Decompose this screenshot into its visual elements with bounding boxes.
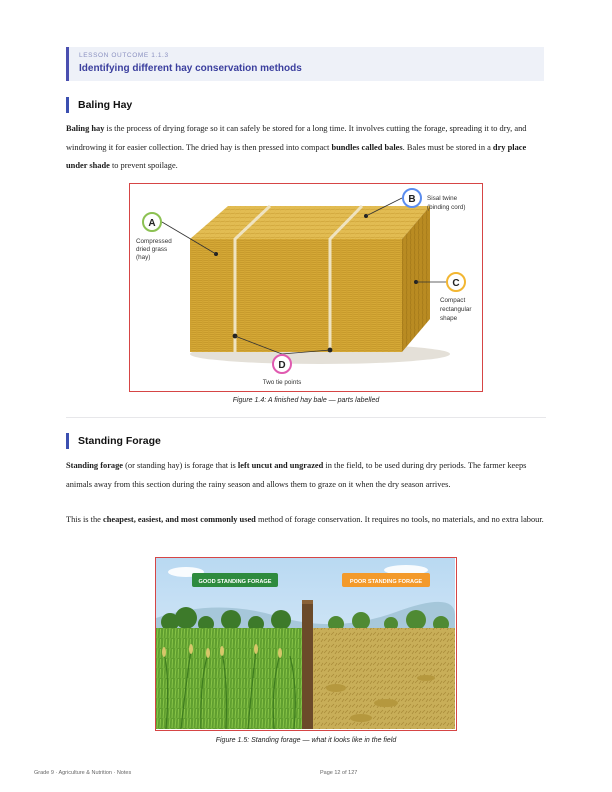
standing-forage-figure — [155, 557, 457, 731]
text-run: (or standing hay) is forage that is — [123, 461, 238, 470]
label-a — [136, 213, 172, 261]
bold-term: cheapest, easiest, and most commonly used — [103, 515, 256, 524]
lesson-banner — [66, 47, 544, 81]
text-run: is the process of drying forage so it can safely be stored for a long time. It involves cutting the forage, spreading it to dry, and windrowing it for easier collection. The dried hay is then pressed into compact — [66, 124, 527, 152]
bold-term: Standing forage — [66, 461, 124, 470]
bold-term: bundles called bales — [331, 142, 403, 152]
text-run: method of forage conservation. It requires no tools, no materials, and no extra labour. — [255, 515, 544, 524]
hay-bale-illustration — [130, 184, 481, 390]
good-forage-label: GOOD STANDING FORAGE — [198, 579, 272, 585]
standing-forage-illustration — [156, 558, 455, 729]
label-d-line: Two tie points — [262, 379, 302, 386]
footer-page-number: Page 12 of 127 — [320, 770, 358, 776]
bale-top-face — [190, 206, 430, 239]
bold-term: dry place under shade — [66, 142, 527, 170]
text-run: to prevent spoilage. — [109, 161, 178, 170]
label-b-line: (binding cord) — [427, 204, 466, 211]
section-heading-standing-forage: Standing Forage — [66, 433, 161, 449]
label-c-letter: C — [452, 278, 460, 289]
section-divider — [66, 417, 546, 418]
poor-forage-label: POOR STANDING FORAGE — [349, 579, 423, 585]
section-heading-baling-hay: Baling Hay — [66, 97, 132, 113]
label-c-line: shape — [440, 315, 458, 322]
standing-forage-paragraph-2 — [66, 511, 546, 530]
text-run: This is the — [66, 515, 103, 524]
pointer-dot-b — [364, 214, 368, 218]
label-c — [440, 273, 472, 322]
bold-term: Baling hay — [66, 124, 105, 133]
label-b-letter: B — [408, 194, 416, 205]
hay-bale-figure — [129, 183, 483, 392]
label-c-line: rectangular — [440, 306, 472, 313]
label-a-line: Compressed — [136, 238, 172, 245]
label-b — [403, 189, 466, 211]
label-a-line: dried grass — [136, 246, 168, 253]
good-forage-field — [156, 628, 306, 729]
text-run: in the field, to be used during dry periods. The farmer keeps animals away from this section during the rainy season and allows them to graze on it when the dry season arrives. — [66, 461, 527, 489]
fence-post — [302, 600, 313, 729]
figure-2-caption: Figure 1.5: Standing forage — what it looks like in the field — [215, 737, 397, 744]
bold-term: left uncut and ungrazed — [237, 461, 324, 470]
label-a-letter: A — [148, 218, 156, 229]
lesson-kicker: LESSON OUTCOME 1.1.3 — [79, 52, 169, 59]
baling-hay-paragraph — [66, 120, 546, 176]
label-d-letter: D — [278, 360, 286, 371]
standing-forage-paragraph-1 — [66, 457, 546, 494]
footer-course: Grade 9 · Agriculture & Nutrition · Notes — [34, 770, 132, 776]
bale-front-face — [190, 239, 402, 352]
text-run: . Bales must be stored in a — [402, 142, 493, 152]
figure-1-caption: Figure 1.4: A finished hay bale — parts labelled — [232, 397, 380, 404]
label-b-line: Sisal twine — [427, 195, 458, 202]
lesson-title: Identifying different hay conservation methods — [79, 63, 302, 74]
label-c-line: Compact — [440, 297, 466, 304]
label-a-line: (hay) — [136, 254, 151, 261]
